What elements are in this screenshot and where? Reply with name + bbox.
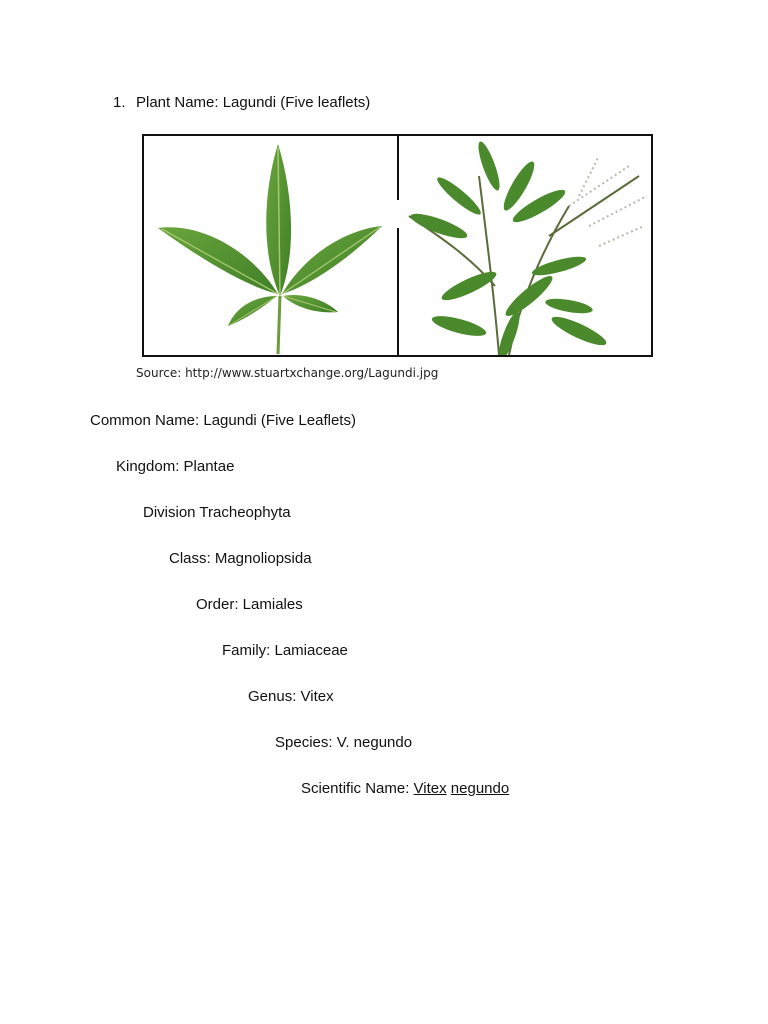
figure-divider	[397, 136, 399, 357]
scientific-name-label: Scientific Name:	[301, 780, 410, 797]
genus: Genus: Vitex	[248, 688, 334, 705]
plant-name-heading: Plant Name: Lagundi (Five leaflets)	[136, 94, 371, 111]
plant-image-figure	[142, 134, 653, 357]
order: Order: Lamiales	[196, 596, 303, 613]
image-source-caption: Source: http://www.stuartxchange.org/Lagundi.jpg	[136, 366, 439, 380]
scientific-genus: Vitex	[413, 780, 447, 797]
family: Family: Lamiaceae	[222, 642, 348, 659]
species: Species: V. negundo	[275, 734, 413, 751]
list-number: 1.	[113, 94, 126, 111]
class: Class: Magnoliopsida	[169, 550, 312, 567]
scientific-species: negundo	[450, 780, 510, 797]
figure-divider-gap	[396, 200, 400, 228]
five-leaflet-leaf-image	[144, 136, 397, 355]
common-name: Common Name: Lagundi (Five Leaflets)	[90, 412, 356, 429]
lagundi-branch-image	[399, 136, 653, 355]
scientific-name	[301, 780, 509, 798]
kingdom: Kingdom: Plantae	[116, 458, 235, 475]
division: Division Tracheophyta	[143, 504, 291, 521]
